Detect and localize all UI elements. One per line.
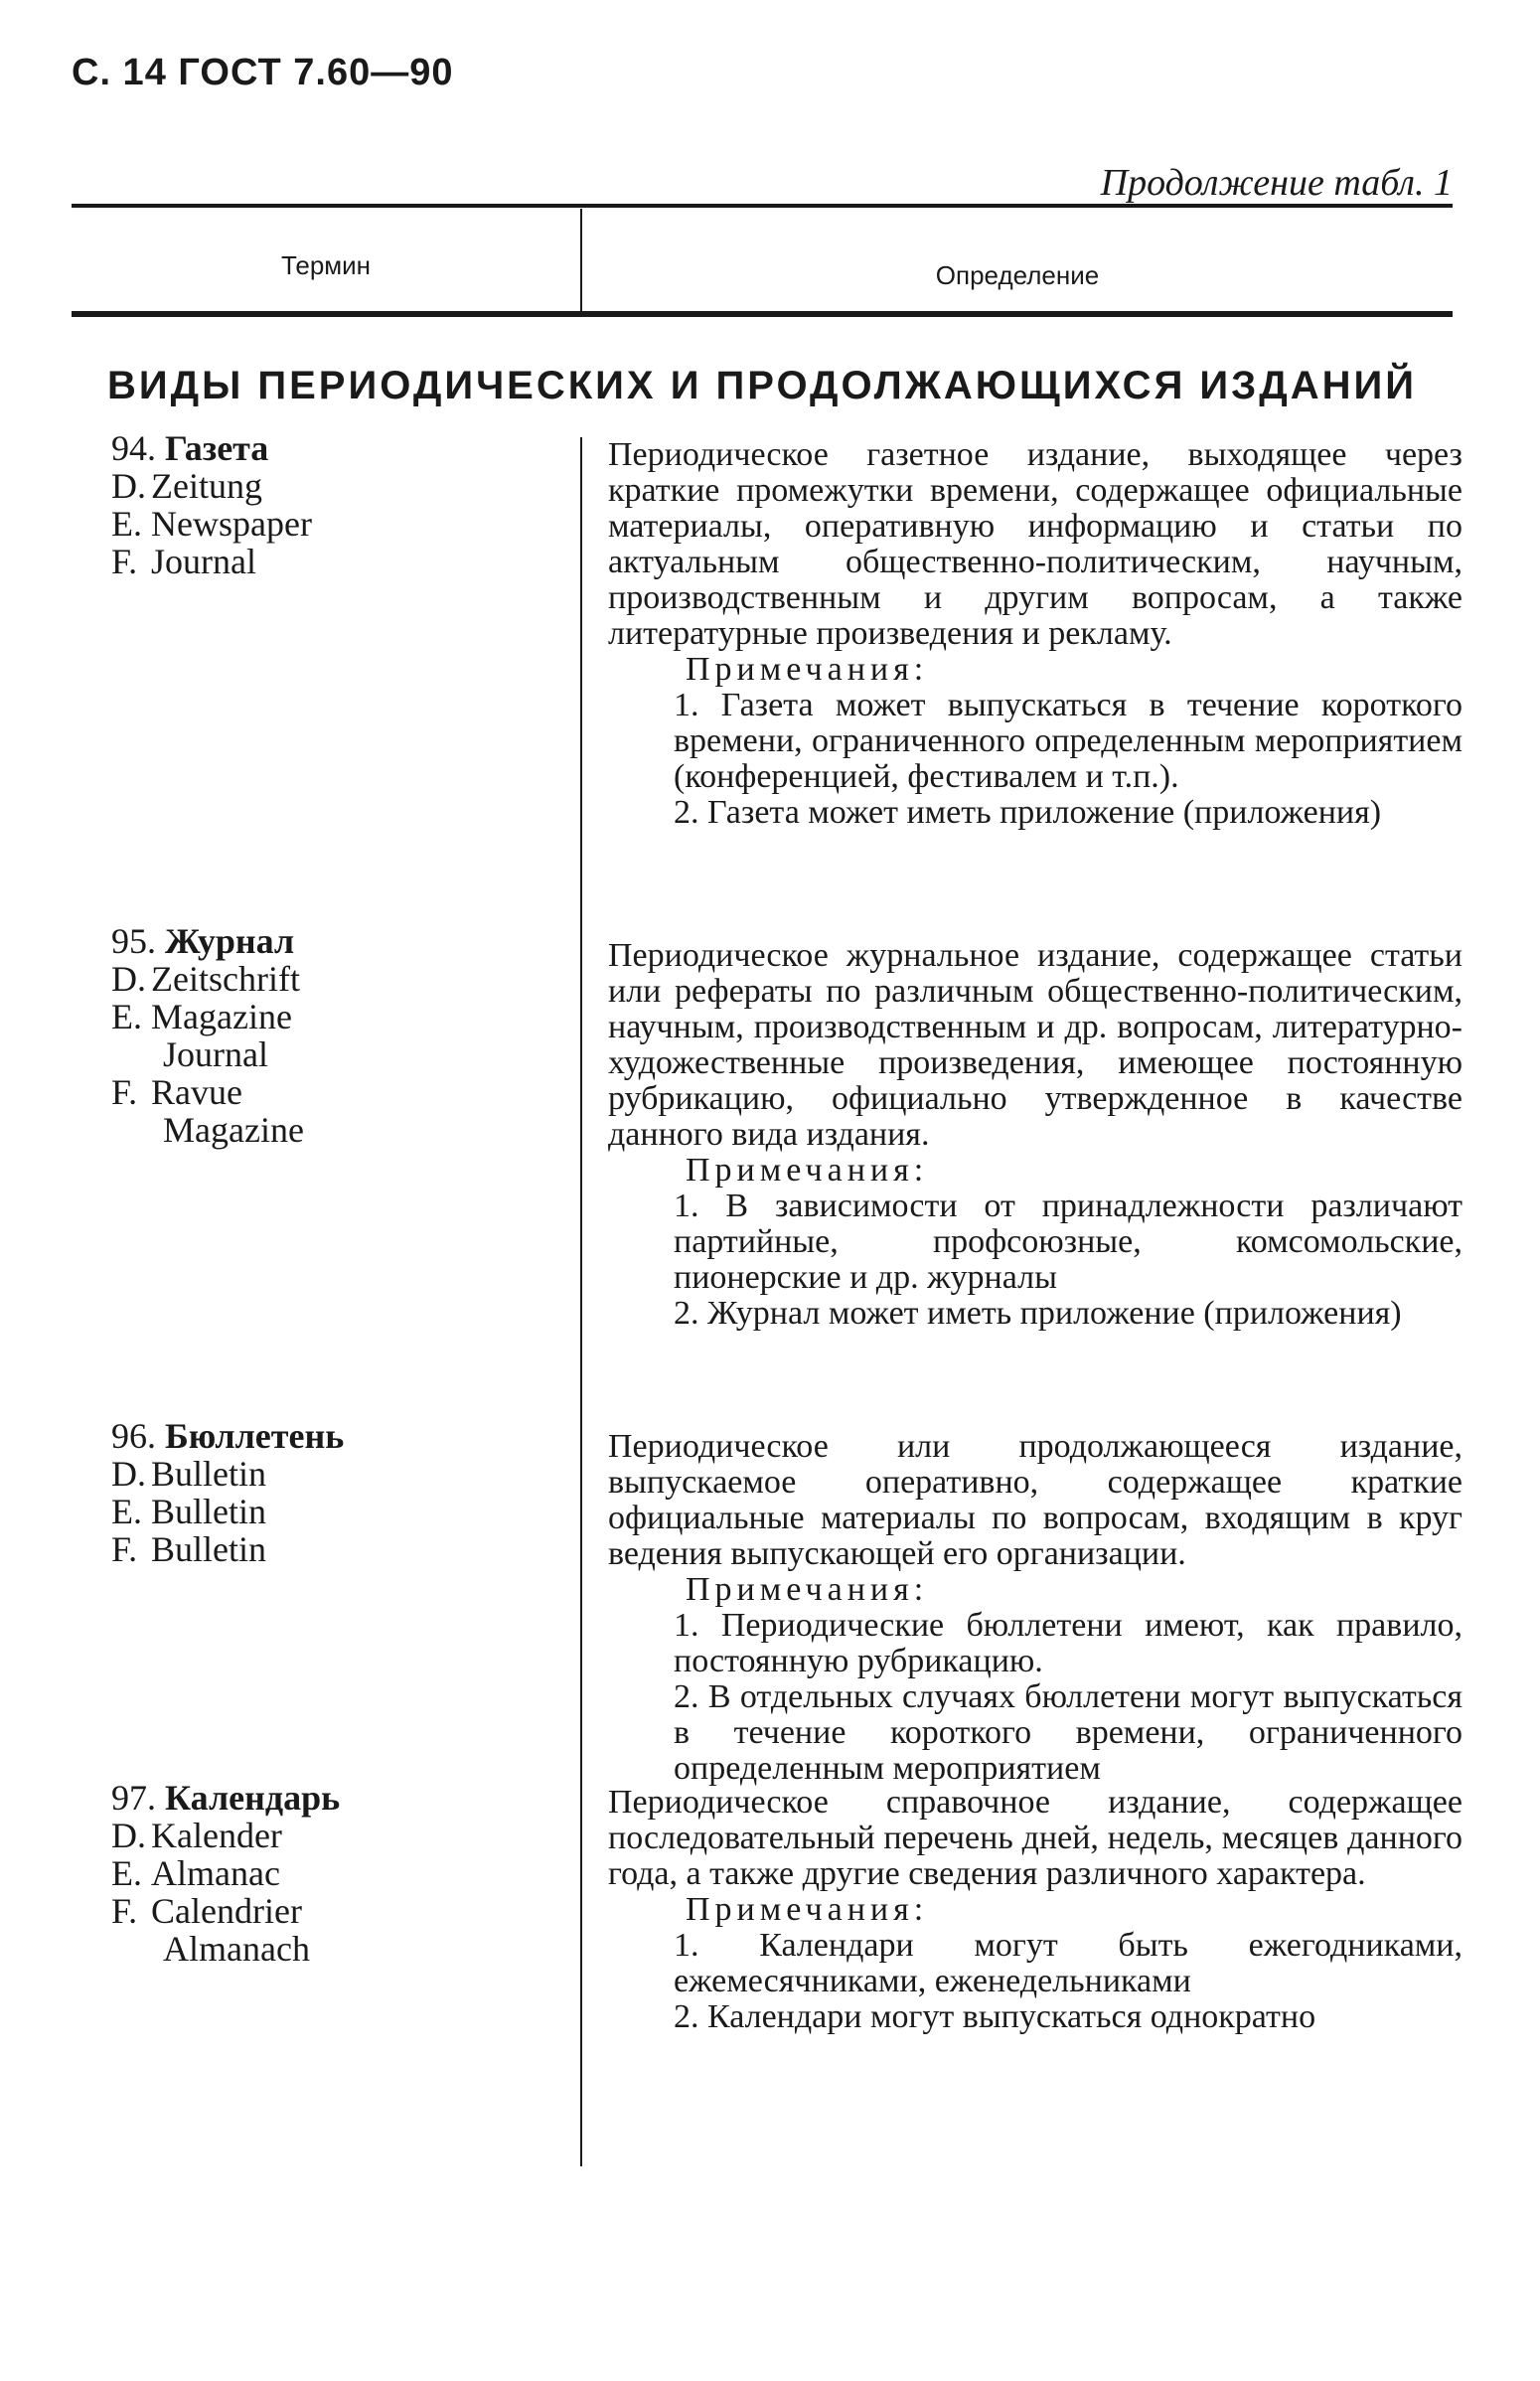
- page-label: С. 14 ГОСТ 7.60—90: [72, 52, 454, 93]
- notes-label: Примечания:: [686, 1571, 929, 1608]
- term-alias: D. Zeitschrift: [111, 959, 300, 999]
- term-alias: D. Kalender: [111, 1816, 282, 1855]
- notes-label: Примечания:: [686, 651, 929, 688]
- definition-text: Периодическое или продолжающееся издание, выпускаемое оперативно, содержащее краткие официальные материалы по вопросам, входящим в круг ведения выпускающей его организации.: [608, 1428, 1463, 1572]
- definition-text: Периодическое газетное издание, выходящее через краткие промежутки времени, содержащее официальные материалы, оперативную информацию и статьи по актуальным общественно-политическим, научным, производственным и другим вопросам, а также литературные произведения и рекламу.: [608, 436, 1463, 652]
- term-entry-96: [111, 1417, 568, 1568]
- notes-label: Примечания:: [686, 1152, 929, 1189]
- column-header-definition: Определение: [935, 260, 1100, 290]
- term-title: 96. Бюллетень: [111, 1416, 345, 1456]
- term-entry-97: [111, 1779, 568, 1968]
- term-alias: F. Ravue: [111, 1072, 242, 1112]
- term-alias: Magazine: [163, 1110, 304, 1150]
- definition-text: Периодическое справочное издание, содержащее последовательный перечень дней, недель, месяцев данного года, а также другие сведения различного характера.: [608, 1784, 1463, 1892]
- notes-label: Примечания:: [686, 1891, 929, 1928]
- term-alias: D. Zeitung: [111, 466, 262, 506]
- term-alias: D. Bulletin: [111, 1454, 266, 1494]
- note-item: 1. Газета может выпускаться в течение короткого времени, ограниченного определенным мероприятием (конференцией, фестивалем и т.п.).: [674, 687, 1463, 795]
- definition-96: [608, 1429, 1463, 1787]
- term-alias: E. Bulletin: [111, 1492, 266, 1531]
- term-title: 94. Газета: [111, 428, 269, 468]
- definition-97: [608, 1785, 1463, 2035]
- table-top-rule: [72, 204, 1453, 208]
- definition-94: [608, 437, 1463, 831]
- term-alias: Journal: [163, 1034, 268, 1074]
- note-item: 1. Календари могут быть ежегодниками, ежемесячниками, еженедельниками: [674, 1927, 1463, 1999]
- definition-text: Периодическое журнальное издание, содержащее статьи или рефераты по различным общественно-политическим, научным, производственным и др. вопросам, литературно-художественные произведения, имеющее постоянную рубрикацию, официально утвержденное в качестве данного вида издания.: [608, 937, 1463, 1153]
- note-item: 1. В зависимости от принадлежности различают партийные, профсоюзные, комсомольские, пионерские и др. журналы: [674, 1188, 1463, 1296]
- term-entry-95: [111, 922, 568, 1149]
- note-item: 2. Журнал может иметь приложение (приложения): [674, 1295, 1402, 1332]
- term-alias: Almanach: [163, 1929, 310, 1969]
- term-alias: F. Journal: [111, 542, 256, 581]
- section-title: ВИДЫ ПЕРИОДИЧЕСКИХ И ПРОДОЛЖАЮЩИХСЯ ИЗДАНИЙ: [106, 364, 1418, 407]
- note-item: 1. Периодические бюллетени имеют, как правило, постоянную рубрикацию.: [674, 1607, 1463, 1679]
- term-alias: F. Calendrier: [111, 1891, 302, 1931]
- term-title: 97. Календарь: [111, 1778, 341, 1818]
- note-item: 2. Календари могут выпускаться однократно: [674, 1998, 1316, 2035]
- term-entry-94: [111, 429, 568, 580]
- table-header-rule: [72, 311, 1453, 317]
- term-alias: E. Almanac: [111, 1853, 280, 1893]
- term-alias: E. Newspaper: [111, 504, 312, 544]
- table-continuation-label: Продолжение табл. 1: [1100, 162, 1453, 204]
- term-alias: F. Bulletin: [111, 1529, 266, 1569]
- note-item: 2. Газета может иметь приложение (приложения): [674, 794, 1382, 831]
- term-title: 95. Журнал: [111, 921, 295, 961]
- body-column-divider: [580, 437, 582, 2166]
- note-item: 2. В отдельных случаях бюллетени могут выпускаться в течение короткого времени, ограниченного определенным мероприятием: [674, 1678, 1463, 1787]
- column-header-term: Термин: [280, 250, 372, 280]
- definition-95: [608, 938, 1463, 1332]
- term-alias: E. Magazine: [111, 997, 292, 1036]
